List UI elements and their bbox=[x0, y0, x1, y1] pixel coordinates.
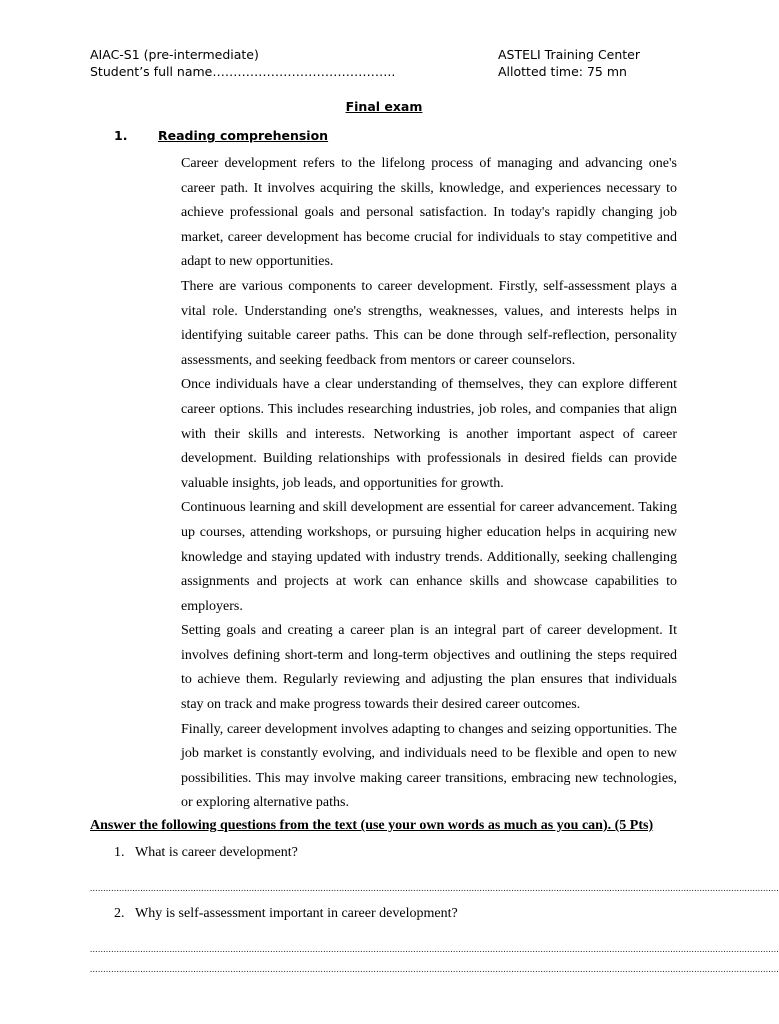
passage-paragraph: There are various components to career development. Firstly, self-assessment plays a vital role. Understanding one's strengths, weaknesses, values, and interests helps in identifying suitable career paths. This can be done through self-reflection, personality assessments, and seeking feedback from mentors or career counselors. bbox=[181, 278, 677, 368]
question-text: Why is self-assessment important in career development? bbox=[135, 906, 458, 921]
question-number: 2. bbox=[114, 906, 125, 921]
answer-line[interactable]: .................................................................................................................................................................................................................................................................... bbox=[90, 944, 779, 954]
student-name-field[interactable]: Student’s full name…………………………………….. bbox=[90, 64, 396, 79]
passage-paragraph: Career development refers to the lifelong process of managing and advancing one's career path. It involves acquiring the skills, knowledge, and experiences necessary to achieve professional goals and personal satisfaction. In today's rapidly changing job market, career development has become crucial for individuals to stay competitive and adapt to new opportunities. bbox=[181, 156, 677, 270]
passage-paragraph: Once individuals have a clear understanding of themselves, they can explore different career options. This includes researching industries, job roles, and companies that align with their skills and interests. Networking is another important aspect of career development. Building relationships with professionals in desired fields can provide valuable insights, job leads, and opportunities for growth. bbox=[181, 377, 677, 491]
reading-passage bbox=[181, 152, 677, 816]
header-row-2 bbox=[90, 63, 678, 80]
question-text: What is career development? bbox=[135, 845, 298, 860]
question-instructions: Answer the following questions from the text (use your own words as much as you can). (5 Pts) bbox=[90, 818, 654, 833]
training-center: ASTELI Training Center bbox=[498, 47, 641, 62]
section-number: 1. bbox=[114, 128, 128, 143]
question-number: 1. bbox=[114, 845, 125, 860]
section-heading bbox=[114, 128, 328, 143]
passage-paragraph: Continuous learning and skill development are essential for career advancement. Taking up courses, attending workshops, or pursuing higher education helps in acquiring new knowledge and staying updated with industry trends. Additionally, seeking challenging assignments and projects at work can enhance skills and showcase capabilities to employers. bbox=[181, 500, 677, 614]
allotted-time: Allotted time: 75 mn bbox=[498, 64, 627, 79]
header-row-1 bbox=[90, 46, 678, 63]
document-header bbox=[90, 46, 678, 80]
course-level: AIAC-S1 (pre-intermediate) bbox=[90, 47, 259, 62]
passage-paragraph: Finally, career development involves adapting to changes and seizing opportunities. The job market is constantly evolving, and individuals need to be flexible and open to new possibilities. This may involve making career transitions, embracing new technologies, or exploring alternative paths. bbox=[181, 721, 677, 811]
question-item bbox=[114, 906, 458, 922]
question-item bbox=[114, 845, 298, 861]
answer-line[interactable]: .................................................................................................................................................................................................................................................................... bbox=[90, 964, 779, 974]
passage-paragraph: Setting goals and creating a career plan is an integral part of career development. It involves defining short-term and long-term objectives and outlining the steps required to achieve them. Regularly reviewing and adjusting the plan ensures that individuals stay on track and make progress towards their desired career outcomes. bbox=[181, 623, 677, 713]
exam-title: Final exam bbox=[345, 99, 423, 114]
answer-line[interactable]: .................................................................................................................................................................................................................................................................... bbox=[90, 883, 779, 893]
section-title: Reading comprehension bbox=[158, 128, 329, 143]
